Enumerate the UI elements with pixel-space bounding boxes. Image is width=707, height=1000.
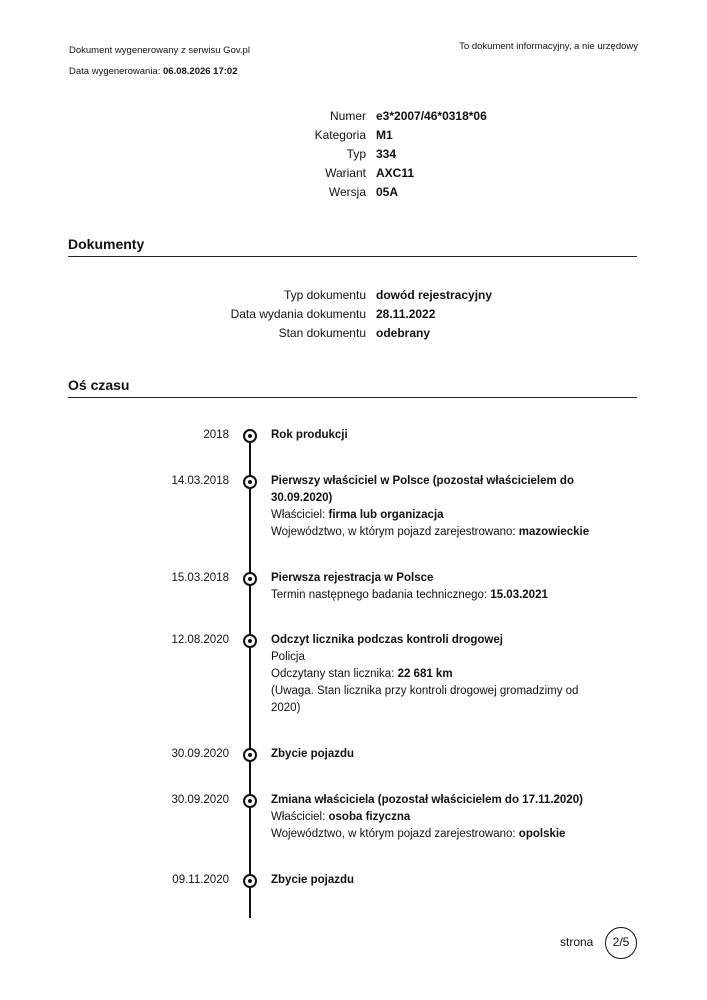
- detail-label: Województwo, w którym pojazd zarejestrowano:: [271, 526, 516, 538]
- detail-label: Odczytany stan licznika:: [271, 668, 395, 680]
- vehicle-row-wariant: [0, 164, 707, 183]
- event-detail: Policja: [271, 651, 305, 663]
- event-body: [271, 427, 611, 444]
- timeline-line: [249, 436, 251, 918]
- field-value: odebrany: [376, 326, 431, 340]
- document-row: [0, 286, 707, 305]
- event-body: [271, 792, 611, 843]
- event-title: Rok produkcji: [271, 429, 348, 441]
- page-number: 2/5: [605, 927, 637, 959]
- detail-value: 22 681 km: [397, 668, 453, 680]
- detail-value: firma lub organizacja: [328, 509, 444, 521]
- field-value: 334: [376, 147, 397, 161]
- event-date: 12.08.2020: [171, 634, 229, 646]
- document-row: [0, 305, 707, 324]
- timeline-dot-icon: [243, 794, 257, 808]
- generation-date: [69, 61, 250, 82]
- disclaimer: To dokument informacyjny, a nie urzędowy: [459, 41, 638, 52]
- field-label: Typ: [346, 147, 366, 161]
- timeline-dot-icon: [243, 572, 257, 586]
- field-value: M1: [376, 128, 393, 142]
- timeline-dot-icon: [243, 874, 257, 888]
- document-row: [0, 324, 707, 343]
- event-body: [271, 473, 611, 541]
- event-body: [271, 632, 611, 717]
- event-title: Pierwsza rejestracja w Polsce: [271, 572, 434, 584]
- field-value: 05A: [376, 185, 399, 199]
- detail-label: Województwo, w którym pojazd zarejestrowano:: [271, 828, 516, 840]
- field-value: AXC11: [376, 166, 415, 180]
- event-date: 30.09.2020: [171, 748, 229, 760]
- vehicle-row-typ: [0, 145, 707, 164]
- timeline-dot-icon: [243, 429, 257, 443]
- detail-value: 15.03.2021: [490, 589, 548, 601]
- vehicle-info: [0, 107, 707, 202]
- documents-info: [0, 286, 707, 343]
- vehicle-row-wersja: [0, 183, 707, 202]
- page-header-left: [69, 40, 250, 82]
- event-note: (Uwaga. Stan licznika przy kontroli drogowej gromadzimy od 2020): [271, 685, 579, 714]
- field-value: 28.11.2022: [376, 307, 436, 321]
- field-label: Stan dokumentu: [278, 326, 366, 340]
- event-title: Zbycie pojazdu: [271, 748, 355, 760]
- event-detail: [271, 809, 611, 826]
- vehicle-row-kategoria: [0, 126, 707, 145]
- event-body: [271, 570, 611, 604]
- event-title: Zbycie pojazdu: [271, 874, 355, 886]
- event-body: [271, 746, 611, 763]
- field-value: e3*2007/46*0318*06: [376, 109, 487, 123]
- event-detail: [271, 587, 611, 604]
- timeline-dot-icon: [243, 634, 257, 648]
- event-date: 09.11.2020: [172, 874, 229, 886]
- event-detail: [271, 826, 611, 843]
- field-label: Data wydania dokumentu: [230, 307, 366, 321]
- event-detail: [271, 524, 611, 541]
- timeline-dot-icon: [243, 475, 257, 489]
- event-body: [271, 872, 611, 889]
- event-title: Zmiana właściciela (pozostał właścicielem do 17.11.2020): [271, 794, 583, 806]
- timeline-dot-icon: [243, 748, 257, 762]
- generation-date-label: Data wygenerowania:: [69, 66, 161, 77]
- event-detail: [271, 666, 611, 683]
- section-heading: Dokumenty: [68, 236, 145, 252]
- section-documents: [68, 235, 637, 257]
- field-value: dowód rejestracyjny: [376, 288, 493, 302]
- field-label: Numer: [329, 109, 366, 123]
- field-label: Kategoria: [314, 128, 366, 142]
- detail-value: osoba fizyczna: [328, 811, 411, 823]
- event-detail: [271, 507, 611, 524]
- detail-label: Termin następnego badania technicznego:: [271, 589, 488, 601]
- page-label: strona: [560, 935, 594, 949]
- field-label: Wariant: [325, 166, 366, 180]
- detail-label: Właściciel:: [271, 811, 326, 823]
- field-label: Wersja: [328, 185, 366, 199]
- generation-date-value: 06.08.2026 17:02: [163, 66, 238, 77]
- vehicle-row-numer: [0, 107, 707, 126]
- event-date: 15.03.2018: [171, 572, 229, 584]
- section-timeline: [68, 376, 637, 398]
- event-title: Pierwszy właściciel w Polsce (pozostał właścicielem do 30.09.2020): [271, 475, 574, 504]
- detail-label: Właściciel:: [271, 509, 326, 521]
- page-header-right: [459, 40, 638, 53]
- event-title: Odczyt licznika podczas kontroli drogowej: [271, 634, 503, 646]
- event-date: 30.09.2020: [171, 794, 229, 806]
- detail-value: opolskie: [518, 828, 566, 840]
- event-date: 14.03.2018: [171, 475, 229, 487]
- field-label: Typ dokumentu: [283, 288, 366, 302]
- detail-value: mazowieckie: [518, 526, 590, 538]
- section-heading: Oś czasu: [68, 377, 130, 393]
- event-date: 2018: [203, 429, 229, 441]
- source-note: Dokument wygenerowany z serwisu Gov.pl: [69, 45, 250, 56]
